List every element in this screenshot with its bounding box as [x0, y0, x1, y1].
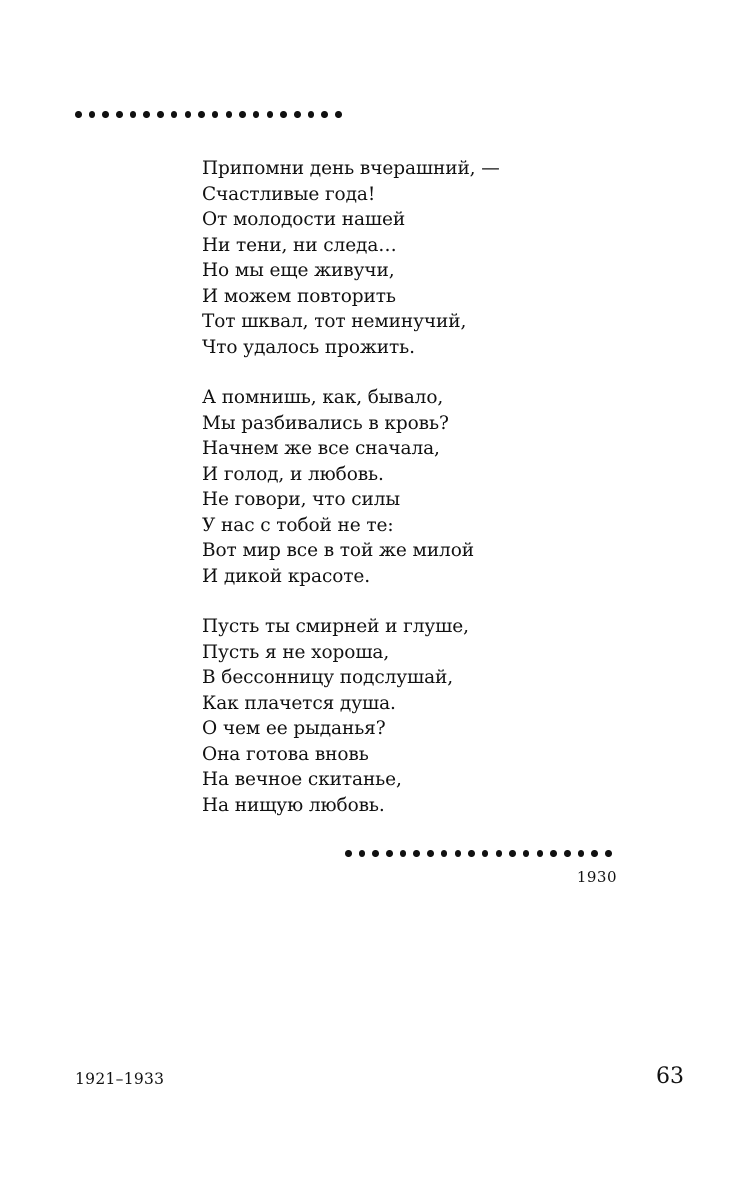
ornament-dot: [550, 850, 557, 857]
ornament-dot: [89, 111, 96, 118]
ornament-dot: [267, 111, 274, 118]
poem-line: Начнем же все сначала,: [202, 438, 440, 459]
stanza: [202, 614, 562, 818]
poem-line: У нас с тобой не те:: [202, 514, 394, 536]
poem-line: Пусть ты смирней и глуше,: [202, 616, 469, 637]
ornament-dot: [564, 850, 571, 857]
poem-line: Тот шквал, тот неминучий,: [202, 311, 467, 332]
ornament-dot: [523, 850, 530, 857]
ornament-dot: [400, 850, 407, 857]
ornament-dot: [591, 850, 598, 857]
ornament-dot: [75, 111, 82, 118]
poem-line: И можем повторить: [202, 285, 396, 307]
poem-line: Но мы еще живучи,: [202, 260, 395, 281]
ornament-dot: [427, 850, 434, 857]
poem-line: Счастливые года!: [202, 183, 376, 205]
poem-line: И дикой красоте.: [202, 565, 371, 587]
ornament-dot: [185, 111, 192, 118]
ornament-dot: [413, 850, 420, 857]
poem-line: Она готова вновь: [202, 743, 369, 765]
page-number: 63: [656, 1064, 684, 1089]
poem-line: Мы разбивались в кровь?: [202, 412, 449, 434]
poem-line: Не говори, что силы: [202, 489, 401, 510]
ornament-dot: [386, 850, 393, 857]
ornament-dot: [321, 111, 328, 118]
ornament-dot: [482, 850, 489, 857]
poem-line: Припомни день вчерашний, —: [202, 158, 500, 179]
poem-line: От молодости нашей: [202, 209, 406, 230]
ornament-dot: [605, 850, 612, 857]
poem-line: Ни тени, ни следа…: [202, 234, 397, 256]
ornament-dot: [345, 850, 352, 857]
ornament-dot: [253, 111, 260, 118]
ornament-dot: [308, 111, 315, 118]
poem-line: Вот мир все в той же милой: [202, 540, 474, 561]
stanza: [202, 156, 562, 360]
ornament-dot: [359, 850, 366, 857]
ornament-dot: [578, 850, 585, 857]
ornament-dot: [102, 111, 109, 118]
ornament-dot: [496, 850, 503, 857]
ornament-dot: [198, 111, 205, 118]
poem-line: На вечное скитанье,: [202, 769, 402, 790]
ornament-dot: [116, 111, 123, 118]
stanza: [202, 385, 562, 589]
poem-line: На нищую любовь.: [202, 794, 385, 816]
ornament-dot: [212, 111, 219, 118]
poem-line: А помнишь, как, бывало,: [202, 387, 444, 408]
ornament-dot: [468, 850, 475, 857]
ornament-dot: [280, 111, 287, 118]
poem-line: И голод, и любовь.: [202, 463, 384, 485]
ornament-dot: [226, 111, 233, 118]
ornament-dot: [143, 111, 150, 118]
poem-line: В бессонницу подслушай,: [202, 667, 454, 688]
ornament-dot: [239, 111, 246, 118]
top-dot-ornament: [75, 111, 342, 118]
poem-line: Что удалось прожить.: [202, 336, 415, 358]
ornament-dot: [372, 850, 379, 857]
ornament-dot: [171, 111, 178, 118]
poem-line: Как плачется душа.: [202, 692, 396, 714]
ornament-dot: [537, 850, 544, 857]
poem-line: О чем ее рыданья?: [202, 718, 386, 739]
ornament-dot: [441, 850, 448, 857]
running-footer-section: 1921–1933: [75, 1070, 165, 1088]
poem-date: 1930: [576, 868, 617, 886]
ornament-dot: [335, 111, 342, 118]
ornament-dot: [157, 111, 164, 118]
ornament-dot: [130, 111, 137, 118]
ornament-dot: [455, 850, 462, 857]
ornament-dot: [294, 111, 301, 118]
poem: [202, 156, 562, 843]
ornament-dot: [509, 850, 516, 857]
bottom-dot-ornament: [345, 850, 612, 857]
poem-line: Пусть я не хороша,: [202, 641, 390, 663]
